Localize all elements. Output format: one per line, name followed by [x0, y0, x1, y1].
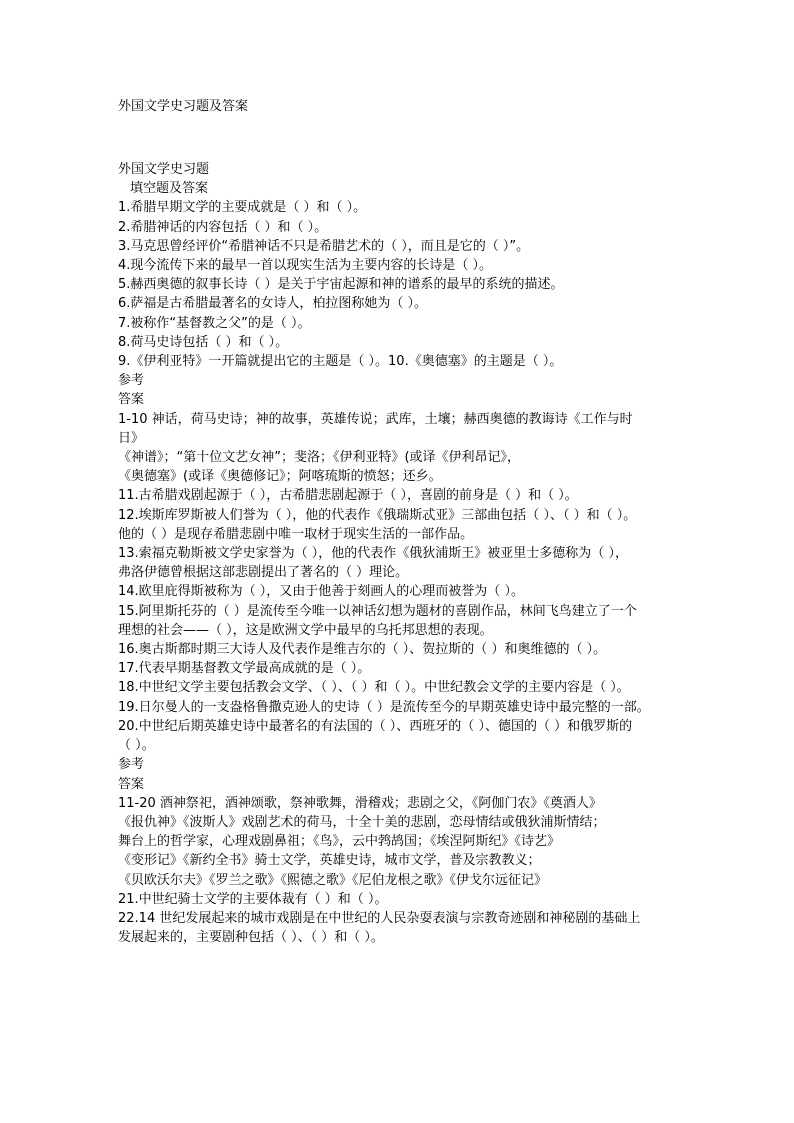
question-2: 2.希腊神话的内容包括（ ）和（ ）。 — [118, 219, 328, 235]
question-22: 22.14 世纪发展起来的城市戏剧是在中世纪的人民杂耍表演与宗教奇迹剧和神秘剧的基础上 — [118, 910, 641, 926]
question-17: 17.代表早期基督教文学最高成就的是（ ）。 — [118, 661, 371, 677]
question-21: 21.中世纪骑士文学的主要体裁有（ ）和（ ）。 — [118, 891, 388, 907]
answer-1-10-line: 日》 — [118, 430, 145, 446]
question-1: 1.希腊早期文学的主要成就是（ ）和（ ）。 — [118, 200, 367, 216]
question-12: 12.埃斯库罗斯被人们誉为（ ），他的代表作《俄瑞斯忒亚》三部曲包括（ ）、（ ）和（ ）。 — [118, 507, 637, 523]
question-16: 16.奥古斯都时期三大诗人及代表作是维吉尔的（ ）、贺拉斯的（ ）和奥维德的（ ）。 — [118, 642, 607, 658]
question-13-cont: 弗洛伊德曾根据这部悲剧提出了著名的（ ）理论。 — [118, 565, 409, 581]
question-9-10: 9.《伊利亚特》一开篇就提出它的主题是（ ）。10.《奥德塞》的主题是（ ）。 — [118, 354, 563, 370]
question-14: 14.欧里庇得斯被称为（ ），又由于他善于刻画人的心理而被誉为（ ）。 — [118, 584, 524, 600]
answer-11-20-line: 舞台上的哲学家，心理戏剧鼻祖；《鸟》，云中鹁鸪国；《埃涅阿斯纪》《诗艺》 — [118, 834, 561, 850]
answer-1-10-line: 《神谱》；“第十位文艺女神”；斐洛；《伊利亚特》(或译《伊利昂记》， — [118, 450, 521, 466]
question-19: 19.日尔曼人的一支盎格鲁撒克逊人的史诗（ ）是流传至今的早期英雄史诗中最完整的一部。 — [118, 699, 650, 715]
question-22-cont: 发展起来的，主要剧种包括（ ）、（ ）和（ ）。 — [118, 930, 384, 946]
question-7: 7.被称作“基督教之父”的是（ ）。 — [118, 315, 311, 331]
question-11: 11.古希腊戏剧起源于（ ），古希腊悲剧起源于（ ），喜剧的前身是（ ）和（ ）。 — [118, 488, 578, 504]
question-15: 15.阿里斯托芬的（ ）是流传至今唯一以神话幻想为题材的喜剧作品，林间飞鸟建立了一个 — [118, 603, 637, 619]
question-6: 6.萨福是古希腊最著名的女诗人，柏拉图称她为（ ）。 — [118, 296, 428, 312]
question-8: 8.荷马史诗包括（ ）和（ ）。 — [118, 334, 289, 350]
answer-label: 答案 — [118, 776, 145, 792]
document-body — [118, 160, 688, 947]
answer-label-reference: 参考 — [118, 757, 145, 773]
answer-label-reference: 参考 — [118, 373, 145, 389]
answer-11-20-line: 11-20 酒神祭祀，酒神颂歌，祭神歌舞，滑稽戏；悲剧之父，《阿伽门农》《奠酒人》 — [118, 795, 602, 811]
question-13: 13.索福克勒斯被文学史家誉为（ ），他的代表作《俄狄浦斯王》被亚里士多德称为（ ）， — [118, 546, 628, 562]
question-12-cont: 他的（ ）是现存希腊悲剧中唯一取材于现实生活的一部作品。 — [118, 526, 474, 542]
question-20-cont: （ ）。 — [118, 738, 155, 754]
question-4: 4.现今流传下来的最早一首以现实生活为主要内容的长诗是（ ）。 — [118, 258, 493, 274]
question-20: 20.中世纪后期英雄史诗中最著名的有法国的（ ）、西班牙的（ ）、德国的（ ）和俄罗斯的 — [118, 718, 633, 734]
answer-11-20-line: 《贝欧沃尔夫》《罗兰之歌》《熙德之歌》《尼伯龙根之歌》《伊戈尔远征记》 — [118, 872, 548, 888]
answer-1-10-line: 1-10 神话，荷马史诗；神的故事，英雄传说；武库，土壤；赫西奥德的教诲诗《工作与时 — [118, 411, 633, 427]
answer-label: 答案 — [118, 392, 145, 408]
answer-11-20-line: 《报仇神》《波斯人》戏剧艺术的荷马，十全十美的悲剧，恋母情结或俄狄浦斯情结； — [118, 814, 606, 830]
section-subheading: 填空题及答案 — [130, 181, 209, 197]
question-15-cont: 理想的社会——（ ），这是欧洲文学中最早的乌托邦思想的表现。 — [118, 622, 493, 638]
question-5: 5.赫西奥德的叙事长诗（ ）是关于宇宙起源和神的谱系的最早的系统的描述。 — [118, 277, 564, 293]
question-18: 18.中世纪文学主要包括教会文学、（ ）、（ ）和（ ）。中世纪教会文学的主要内容是（ ）。 — [118, 680, 630, 696]
document-title: 外国文学史习题及答案 — [118, 99, 249, 114]
question-3: 3.马克思曾经评价“希腊神话不只是希腊艺术的（ ），而且是它的（ ）”。 — [118, 238, 530, 254]
section-heading: 外国文学史习题 — [118, 162, 210, 177]
answer-1-10-line: 《奥德塞》(或译《奥德修记》；阿喀琉斯的愤怒；还乡。 — [118, 469, 442, 485]
answer-11-20-line: 《变形记》《新约全书》骑士文学，英雄史诗，城市文学，普及宗教教义； — [118, 853, 541, 869]
